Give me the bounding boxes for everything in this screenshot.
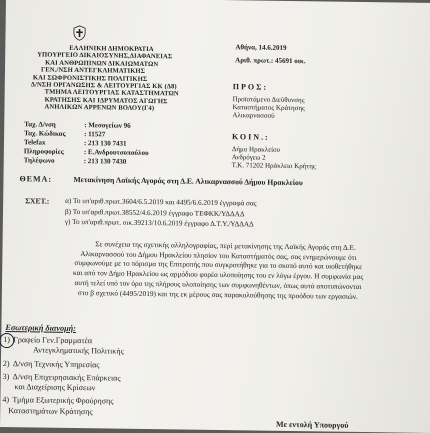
date-line: Αθήνα, 14.6.2019 bbox=[235, 43, 287, 52]
org-line: ΕΛΛΗΝΙΚΗ ΔΗΜΟΚΡΑΤΙΑ bbox=[69, 44, 154, 54]
body-line: και από τον Δήμο Ηρακλείου ως αρμόδιου φορέα υλοποίησης του εν λόγω έργου. Η συμφωνία μας bbox=[72, 268, 364, 282]
contact-value: : 11527 bbox=[84, 130, 106, 139]
distribution-number: 1) bbox=[3, 334, 10, 345]
protocol-number: Αριθ. πρωτ.: 45691 οικ. bbox=[235, 56, 306, 66]
contact-value: : Ε.Ανδρουτσοπούλου bbox=[83, 148, 149, 158]
org-line: ΚΡΑΤΗΣΗΣ ΚΑΙ ΙΔΡΥΜΑΤΟΣ ΑΓΩΓΗΣ bbox=[44, 96, 168, 106]
distribution-text: Τμήμα Εξωτερικής Φρούρησης bbox=[12, 395, 114, 407]
org-header bbox=[30, 44, 179, 114]
body-paragraph bbox=[38, 238, 399, 301]
body-line: Σε συνέχεια της σχετικής αλληλογραφίας, περί μετακίνησης της Λαϊκής Αγοράς στη Δ.Ε. bbox=[95, 239, 356, 252]
subject-label: ΘΕΜΑ: bbox=[19, 174, 53, 184]
reference-item: γ) Το υπ'αριθ.πρωτ. οικ.39213/10.6.2019 έγγραφο Δ.Τ.Υ./ΥΔΔΑΔ bbox=[64, 217, 254, 229]
org-line: ΓΕΝ./ΝΣΗ ΑΝΤΕΓΚΛΗΜΑΤΙΚΗΣ bbox=[40, 66, 146, 76]
distribution-number: 3) bbox=[2, 371, 10, 381]
body-line: συμφωνούμε με το πόρισμα της Επιτροπής που συγκροτήθηκε για το σκοπό αυτό και υιοθετήθηκε bbox=[74, 258, 363, 272]
org-line: ΚΑΙ ΣΩΦΡΟΝΙΣΤΙΚΗΣ ΠΟΛΙΤΙΚΗΣ bbox=[32, 74, 148, 83]
distribution-text: Δ/νση Επιχειρησιακής Επάρκειας bbox=[12, 372, 121, 383]
distribution-number: 2) bbox=[2, 358, 10, 368]
contact-value: : Μεσογείων 96 bbox=[84, 121, 131, 130]
reference-item: α) Το υπ'αριθ.πρωτ.3604/6.5.2019 και 4495/6.6.2019 έγγραφά σας bbox=[65, 196, 257, 208]
reference-list bbox=[65, 196, 257, 230]
to-line: Καταστήματος Κράτησης bbox=[232, 103, 305, 113]
distribution-text: Δ/νση Τεχνικής Υπηρεσίας bbox=[12, 358, 100, 369]
org-line: ΥΠΟΥΡΓΕΙΟ ΔΙΚΑΙΟΣΥΝΗΣ,ΔΙΑΦΑΝΕΙΑΣ bbox=[37, 51, 173, 61]
cc-line: Ανδρόγεω 2 bbox=[231, 153, 266, 162]
subject-line bbox=[19, 174, 302, 187]
signature-line: Με εντολή Υπουργού bbox=[276, 419, 349, 430]
contact-label: Ταχ. Κώδικας bbox=[24, 129, 66, 138]
distribution-text: Αντεγκληματικής Πολιτικής bbox=[33, 345, 124, 356]
distribution-item bbox=[2, 382, 123, 394]
to-line: Αλικαρνασσού bbox=[232, 111, 275, 120]
body-line: Αλικαρνασσού του Δήμου Ηρακλείου πλησίον του Καταστήματός σας, σας ενημερώνουμε ότι bbox=[80, 248, 357, 262]
org-line: Δ/ΝΣΗ ΟΡΓΑΝΩΣΗΣ & ΛΕΙΤΟΥΡΓΙΑΣ ΚΚ (Δ8) bbox=[30, 81, 177, 91]
distribution-number: 4) bbox=[2, 395, 10, 405]
reference-item: β) Το υπ'αριθ.πρωτ.38552/4.6.2019 έγγραφο ΤΕΦΚΚ/ΥΔΔΑΔ bbox=[64, 207, 245, 218]
distribution-heading: Εσωτερική διανομή: bbox=[5, 323, 77, 334]
distribution-item bbox=[3, 345, 124, 357]
cc-block bbox=[232, 132, 316, 170]
cc-line: Δήμο Ηρακλείου bbox=[231, 145, 281, 154]
distribution-list bbox=[2, 335, 124, 418]
to-line: Προϊστάμενο Διεύθυνσης bbox=[232, 95, 305, 105]
contact-value: : 213 130 7431 bbox=[83, 139, 127, 148]
org-line: ΚΑΙ ΑΝΘΡΩΠΙΝΩΝ ΔΙΚΑΙΩΜΑΤΩΝ bbox=[45, 59, 159, 68]
cc-line: Τ.Κ. 71202 Ηράκλειο Κρήτης bbox=[231, 161, 316, 171]
recipient-block bbox=[232, 82, 305, 120]
cc-heading: ΚΟΙΝ.: bbox=[232, 132, 270, 142]
contact-label: Πληροφορίες bbox=[23, 147, 64, 156]
subject-text: Μετακίνηση Λαϊκής Αγοράς στη Δ.Ε. Αλικαρνασσού Δήμου Ηρακλείου bbox=[73, 174, 303, 188]
distribution-item bbox=[2, 406, 123, 418]
contact-block bbox=[24, 120, 149, 167]
distribution-text: Καταστημάτων Κράτησης bbox=[8, 405, 93, 417]
distribution-text: και Διαχείρισης Κρίσεων bbox=[14, 382, 96, 393]
org-line: ΑΝΗΛΙΚΩΝ ΑΡΡΕΝΩΝ ΒΟΛΟΥ(Γ4) bbox=[44, 103, 155, 113]
body-line: στο β σχετικό (4495/2019) και της εκ μέρους σας παρακολούθησης της προόδου των εργασιών. bbox=[77, 287, 358, 301]
greek-emblem-icon bbox=[71, 25, 87, 41]
org-line: ΤΜΗΜΑ ΛΕΙΤΟΥΡΓΙΑΣ ΚΑΤΑΣΤΗΜΑΤΩΝ bbox=[44, 88, 179, 98]
distribution-text: Γραφείο Γεν.Γραμματέα bbox=[13, 335, 93, 346]
contact-label: Ταχ. Δ/νση bbox=[24, 120, 56, 129]
distribution-item bbox=[3, 359, 124, 371]
contact-label: Telefax bbox=[23, 138, 46, 147]
contact-value: : 213 130 7430 bbox=[83, 157, 127, 166]
reference-label: ΣΧΕΤ.: bbox=[25, 196, 50, 206]
body-line: αυτή τελεί υπό τον όρο της πλήρους υλοποίησης των συμφωνηθέντων, όπως αυτά αποτυπώνονται bbox=[74, 277, 362, 291]
contact-label: Τηλέφωνο bbox=[23, 156, 55, 165]
to-heading: ΠΡΟΣ: bbox=[232, 82, 269, 92]
